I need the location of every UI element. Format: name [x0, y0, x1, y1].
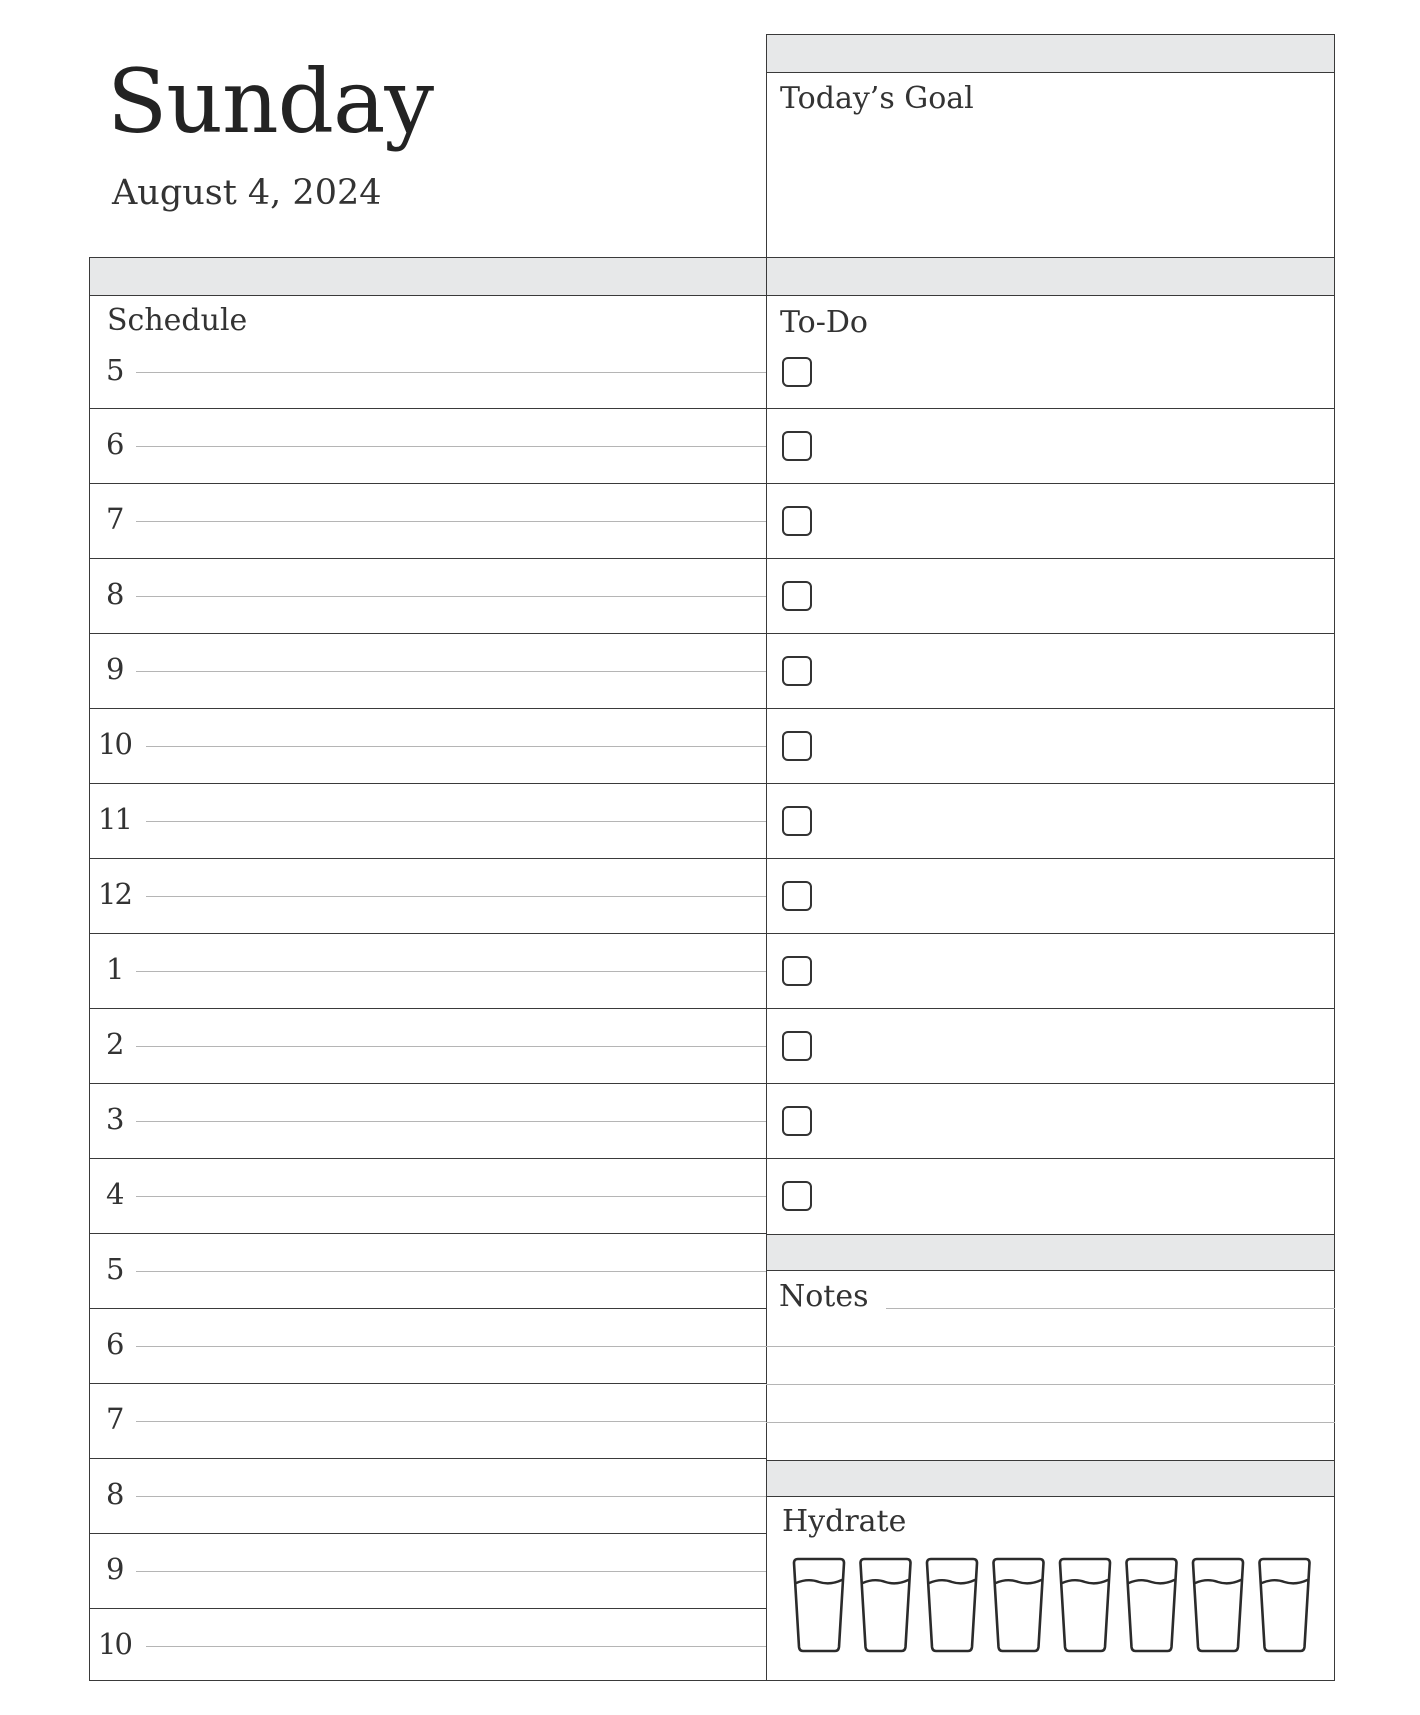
schedule-hour-label: 6	[106, 1326, 125, 1361]
schedule-entry-line[interactable]	[136, 671, 766, 672]
column-divider	[766, 257, 767, 1681]
schedule-row-divider	[89, 1233, 766, 1234]
todo-checkbox[interactable]	[782, 357, 812, 387]
schedule-row-divider	[89, 933, 766, 934]
schedule-hour-label: 10	[98, 1626, 131, 1661]
date-label: August 4, 2024	[112, 173, 382, 213]
schedule-hour-label: 7	[106, 1401, 125, 1436]
todo-row-divider	[766, 783, 1335, 784]
todo-row-divider	[766, 708, 1335, 709]
todo-row-divider	[766, 858, 1335, 859]
schedule-label: Schedule	[107, 303, 248, 338]
todo-row-divider	[766, 633, 1335, 634]
todo-row-divider	[766, 1008, 1335, 1009]
todo-checkbox[interactable]	[782, 656, 812, 686]
water-glass-icon[interactable]	[994, 1559, 1044, 1651]
schedule-entry-line[interactable]	[136, 1046, 766, 1047]
schedule-entry-line[interactable]	[136, 1121, 766, 1122]
section-divider	[766, 1234, 1335, 1235]
day-title: Sunday	[107, 50, 434, 153]
schedule-entry-line[interactable]	[136, 1421, 766, 1422]
todo-checkbox[interactable]	[782, 731, 812, 761]
section-divider	[766, 1460, 1335, 1461]
schedule-row-divider	[89, 1308, 766, 1309]
schedule-row-divider	[89, 1383, 766, 1384]
todo-checkbox[interactable]	[782, 881, 812, 911]
todo-checkbox[interactable]	[782, 581, 812, 611]
section-divider	[766, 1270, 1335, 1271]
water-glass-icon[interactable]	[927, 1559, 977, 1651]
todo-checkbox[interactable]	[782, 506, 812, 536]
schedule-hour-label: 12	[98, 876, 131, 911]
todo-checkbox[interactable]	[782, 956, 812, 986]
notes-line[interactable]	[766, 1422, 1335, 1423]
notes-label: Notes	[779, 1279, 869, 1314]
schedule-hour-label: 10	[98, 726, 131, 761]
notes-line[interactable]	[766, 1384, 1335, 1385]
schedule-row-divider	[89, 1158, 766, 1159]
goal-band-divider	[766, 72, 1335, 73]
schedule-row-divider	[89, 708, 766, 709]
todo-row-divider	[766, 933, 1335, 934]
todo-checkbox[interactable]	[782, 1181, 812, 1211]
schedule-entry-line[interactable]	[136, 521, 766, 522]
schedule-hour-label: 2	[106, 1026, 125, 1061]
planner-grid	[89, 257, 1335, 1681]
todo-row-divider	[766, 558, 1335, 559]
schedule-row-divider	[89, 1458, 766, 1459]
schedule-entry-line[interactable]	[136, 1271, 766, 1272]
todo-row-divider	[766, 1158, 1335, 1159]
schedule-hour-label: 4	[106, 1176, 125, 1211]
todo-checkbox[interactable]	[782, 431, 812, 461]
schedule-entry-line[interactable]	[146, 821, 766, 822]
schedule-entry-line[interactable]	[146, 746, 766, 747]
schedule-entry-line[interactable]	[136, 1571, 766, 1572]
schedule-entry-line[interactable]	[136, 372, 766, 373]
band-bottom-divider	[89, 295, 1335, 296]
todo-label: To-Do	[780, 305, 868, 340]
todo-row-divider	[766, 483, 1335, 484]
todo-checkbox[interactable]	[782, 1106, 812, 1136]
schedule-entry-line[interactable]	[136, 1196, 766, 1197]
schedule-row-divider	[89, 783, 766, 784]
schedule-entry-line[interactable]	[146, 1646, 766, 1647]
schedule-hour-label: 5	[106, 353, 125, 387]
schedule-hour-label: 8	[106, 1476, 125, 1511]
schedule-hour-label: 8	[106, 576, 125, 611]
water-glass-icon[interactable]	[794, 1559, 844, 1651]
schedule-row-divider	[89, 633, 766, 634]
schedule-row-divider	[89, 483, 766, 484]
schedule-row-divider	[89, 1008, 766, 1009]
goal-label: Today’s Goal	[780, 81, 974, 116]
water-glass-icon[interactable]	[1127, 1559, 1177, 1651]
notes-line[interactable]	[766, 1346, 1335, 1347]
schedule-hour-label: 11	[98, 801, 131, 836]
hydrate-glasses	[788, 1555, 1318, 1655]
water-glass-icon[interactable]	[1193, 1559, 1243, 1651]
notes-line[interactable]	[886, 1308, 1335, 1309]
schedule-row-divider	[89, 408, 766, 409]
water-glass-icon[interactable]	[1260, 1559, 1310, 1651]
schedule-hour-label: 1	[106, 951, 125, 986]
schedule-hour-label: 6	[106, 426, 125, 461]
schedule-entry-line[interactable]	[136, 971, 766, 972]
todo-row-divider	[766, 408, 1335, 409]
schedule-hour-label: 7	[106, 501, 125, 536]
schedule-row-divider	[89, 858, 766, 859]
goal-box[interactable]	[766, 34, 1335, 258]
schedule-hour-label: 5	[106, 1251, 125, 1286]
section-divider	[766, 1496, 1335, 1497]
schedule-entry-line[interactable]	[136, 1496, 766, 1497]
water-glass-icon[interactable]	[1060, 1559, 1110, 1651]
schedule-hour-label: 9	[106, 1551, 125, 1586]
schedule-entry-line[interactable]	[136, 596, 766, 597]
hydrate-label: Hydrate	[782, 1504, 907, 1539]
schedule-row-divider	[89, 1533, 766, 1534]
schedule-row-divider	[89, 1083, 766, 1084]
todo-row-divider	[766, 1083, 1335, 1084]
schedule-hour-label: 3	[106, 1101, 125, 1136]
schedule-entry-line[interactable]	[136, 1346, 766, 1347]
todo-checkbox[interactable]	[782, 1031, 812, 1061]
schedule-row-divider	[89, 558, 766, 559]
schedule-hour-label: 9	[106, 651, 125, 686]
schedule-entry-line[interactable]	[146, 896, 766, 897]
water-glass-icon[interactable]	[861, 1559, 911, 1651]
todo-checkbox[interactable]	[782, 806, 812, 836]
schedule-row-divider	[89, 1608, 766, 1609]
schedule-entry-line[interactable]	[136, 446, 766, 447]
